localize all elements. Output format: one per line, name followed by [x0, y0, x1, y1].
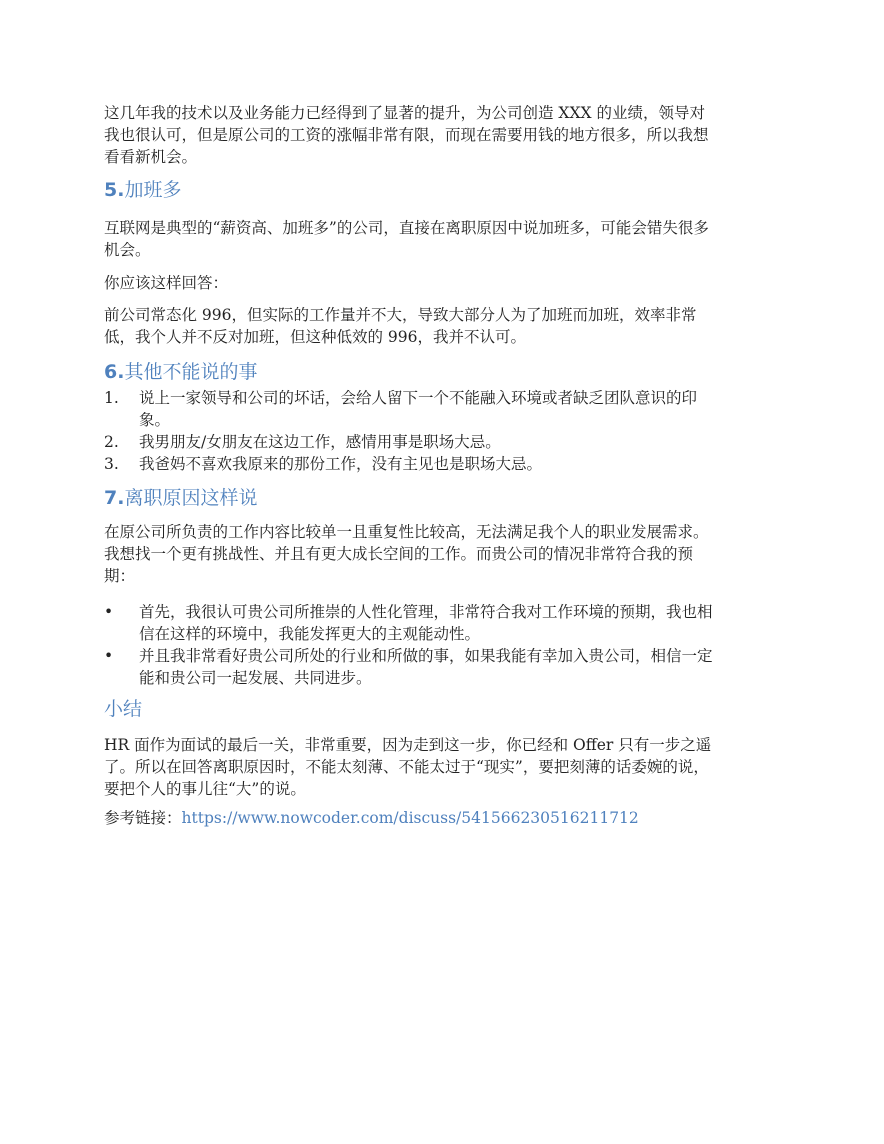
text-line: 象。	[139, 411, 171, 429]
text-line: 我想找一个更有挑战性、并且有更大成长空间的工作。而贵公司的情况非常符合我的预	[104, 545, 694, 563]
section-5-prompt	[104, 272, 804, 294]
list-marker: 1.	[104, 389, 119, 407]
heading-number: 7.	[104, 487, 125, 509]
bullet-item	[104, 645, 804, 689]
text-line: 低，我个人并不反对加班，但这种低效的 996，我并不认可。	[104, 328, 527, 346]
section-5-answer	[104, 304, 804, 348]
text-line: 首先，我很认可贵公司所推崇的人性化管理，非常符合我对工作环境的预期，我也相	[139, 603, 713, 621]
heading-number: 6.	[104, 361, 125, 383]
text-line: 我爸妈不喜欢我原来的那份工作，没有主见也是职场大忌。	[139, 455, 543, 473]
text-line: 信在这样的环境中，我能发挥更大的主观能动性。	[139, 625, 481, 643]
text-line: 这几年我的技术以及业务能力已经得到了显著的提升，为公司创造 XXX 的业绩，领导对	[104, 104, 705, 122]
bullet-marker: •	[104, 647, 114, 665]
heading-number: 5.	[104, 179, 125, 201]
intro-paragraph	[104, 102, 804, 168]
text-line: HR 面作为面试的最后一关，非常重要，因为走到这一步，你已经和 Offer 只有一步之遥	[104, 736, 712, 754]
text-line: 我也很认可，但是原公司的工资的涨幅非常有限，而现在需要用钱的地方很多，所以我想	[104, 126, 709, 144]
section-7-bullets	[104, 601, 804, 689]
text-line: 看看新机会。	[104, 148, 198, 166]
heading-title: 其他不能说的事	[124, 361, 258, 383]
text-line: 你应该这样回答：	[104, 274, 229, 292]
list-item	[104, 431, 804, 453]
text-line: 互联网是典型的“薪资高、加班多”的公司，直接在离职原因中说加班多，可能会错失很多	[104, 219, 709, 237]
text-line: 了。所以在回答离职原因时，不能太刻薄、不能太过于“现实”，要把刻薄的话委婉的说，	[104, 758, 709, 776]
heading-title: 离职原因这样说	[124, 487, 258, 509]
reference-link[interactable]: https://www.nowcoder.com/discuss/541566230516211712	[181, 809, 639, 827]
bullet-item	[104, 601, 804, 645]
summary-paragraph	[104, 734, 804, 800]
list-item	[104, 453, 804, 475]
text-line: 能和贵公司一起发展、共同进步。	[139, 669, 372, 687]
heading-title: 加班多	[124, 179, 182, 201]
text-line: 在原公司所负责的工作内容比较单一且重复性比较高，无法满足我个人的职业发展需求。	[104, 523, 709, 541]
text-line: 说上一家领导和公司的坏话，会给人留下一个不能融入环境或者缺乏团队意识的印	[139, 389, 698, 407]
text-line: 并且我非常看好贵公司所处的行业和所做的事，如果我能有幸加入贵公司，相信一定	[139, 647, 713, 665]
section-5-paragraph	[104, 217, 804, 261]
section-6-heading	[104, 359, 804, 385]
list-item	[104, 387, 804, 431]
reference-label: 参考链接：	[104, 809, 182, 827]
section-5-heading	[104, 177, 804, 203]
summary-heading: 小结	[104, 698, 143, 720]
text-line: 机会。	[104, 241, 151, 259]
section-7-heading	[104, 485, 804, 511]
text-line: 我男朋友/女朋友在这边工作，感情用事是职场大忌。	[139, 433, 501, 451]
section-6-list	[104, 387, 804, 475]
list-marker: 2.	[104, 433, 119, 451]
bullet-marker: •	[104, 603, 114, 621]
text-line: 要把个人的事儿往“大”的说。	[104, 780, 306, 798]
text-line: 前公司常态化 996，但实际的工作量并不大，导致大部分人为了加班而加班，效率非常	[104, 306, 697, 324]
list-marker: 3.	[104, 455, 119, 473]
section-7-paragraph	[104, 521, 804, 587]
text-line: 期：	[104, 567, 136, 585]
reference-line	[104, 807, 804, 829]
